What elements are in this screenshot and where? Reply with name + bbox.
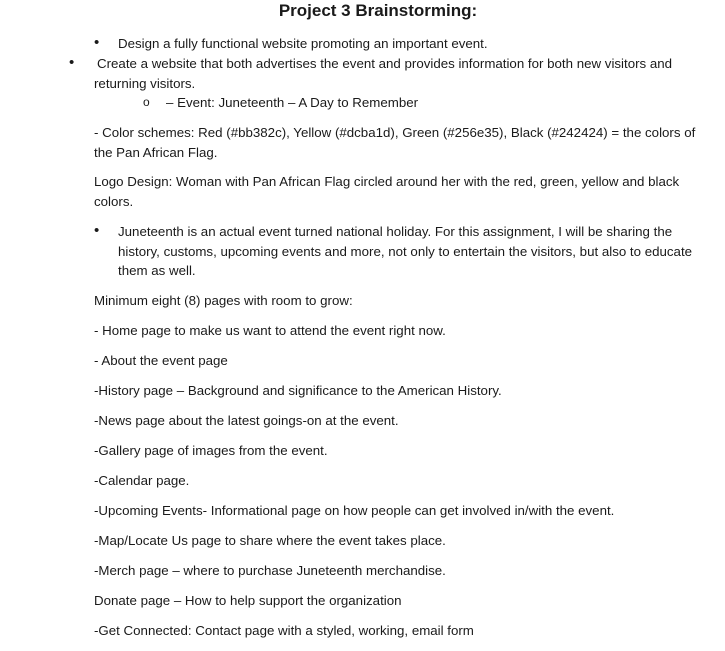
page-list-item: -Gallery page of images from the event.	[94, 443, 328, 458]
bullet-item: Design a fully functional website promoting an important event.	[118, 36, 488, 51]
page-list-item: -Get Connected: Contact page with a styled, working, email form	[94, 623, 474, 638]
sub-bullet-item: – Event: Juneteenth – A Day to Remember	[166, 95, 419, 110]
logo-design-paragraph: Logo Design: Woman with Pan African Flag circled around her with the red, green, yellow and black colors.	[94, 174, 680, 209]
bullet-icon: •	[94, 222, 100, 239]
bullet-icon: •	[94, 34, 100, 51]
circle-bullet-icon: o	[143, 95, 150, 109]
bullet-icon: •	[69, 54, 75, 71]
pages-heading: Minimum eight (8) pages with room to grow:	[94, 293, 353, 308]
page-list-item: -Merch page – where to purchase Juneteenth merchandise.	[94, 563, 446, 578]
page-list-item: Donate page – How to help support the organization	[94, 593, 402, 608]
page-list-item: -News page about the latest goings-on at the event.	[94, 413, 399, 428]
page-list-item: - About the event page	[94, 353, 228, 368]
page-list-item: -Calendar page.	[94, 473, 190, 488]
page-list-item: -History page – Background and significance to the American History.	[94, 383, 502, 398]
color-schemes-paragraph: - Color schemes: Red (#bb382c), Yellow (#dcba1d), Green (#256e35), Black (#242424) = the colors of the Pan African Flag.	[94, 125, 696, 160]
page-list-item: - Home page to make us want to attend the event right now.	[94, 323, 446, 338]
bullet-item: Create a website that both advertises the event and provides information for both new visitors and returning visitors.	[94, 56, 673, 91]
page-list-item: -Upcoming Events- Informational page on how people can get involved in/with the event.	[94, 503, 615, 518]
page-list-item: -Map/Locate Us page to share where the event takes place.	[94, 533, 446, 548]
bullet-item: Juneteenth is an actual event turned national holiday. For this assignment, I will be sharing the history, customs, upcoming events and more, not only to entertain the visitors, but also to educate them as well.	[118, 224, 693, 278]
page-title: Project 3 Brainstorming:	[278, 1, 478, 20]
